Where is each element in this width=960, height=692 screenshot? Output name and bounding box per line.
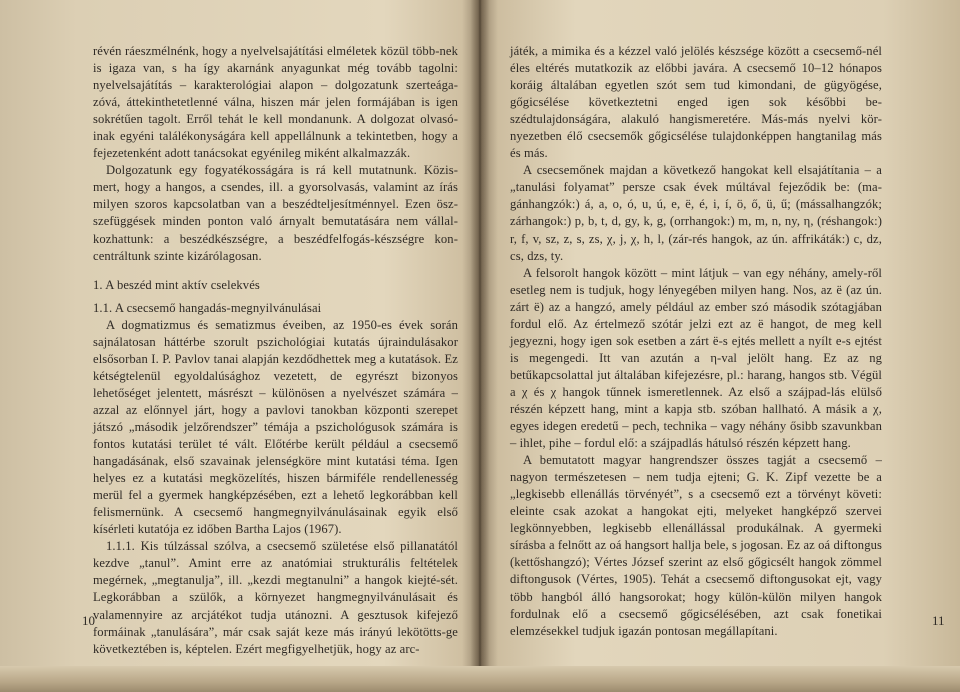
- paragraph: játék, a mimika és a kézzel való jelölés készsége között a csecsemő-nél éles eltérés mutatkozik az előbbi javára. A csecsemő 10–12 hónapos koráig általában egyetlen szót sem tud kimondani, de gügyögése, gőgicsélése következtetni enged igen sok későbbi be-szédtulajdonságára, alakuló hangismeretére. Más-más nyelvi kör-nyezetben élő csecsemők gőgicsélése tulajdonképpen hangtanilag más és más.: [510, 44, 882, 161]
- left-page-text: [93, 43, 458, 658]
- paragraph: A bemutatott magyar hangrendszer összes tagját a csecsemő – nagyon természetesen – nem tudja ejteni; G. K. Zipf vezette be a „legkisebb ellenállás törvényét”, s a csecsemő ezt a törvényt követi: eleinte csak azokat a hangokat ejti, melyeket hangképző szervei legkönnyebben, legkisebb ellenállással produkálnak. A gyermeki sírásba a felnőtt az oá hangsort hallja bele, s jogosan. Ez az oá diftongus (kettőshangzó); Vértes József szerint az első gőgicsélt hangok zömmel diftongusok (Vértes, 1905). Tehát a csecsemő diftongusokat ejt, vagy több hangból álló hangsorokat; hogy külön-külön milyen hangok fordulnak elő a csecsemő gőgicsélésében, azt csak fonetikai elemzésekkel tudjuk igazán pontosan megállapítani.: [510, 453, 882, 638]
- page-bottom-edge: [0, 666, 960, 692]
- subsection-heading: 1.1. A csecsemő hangadás-megnyilvánulásai: [93, 300, 322, 315]
- paragraph: A dogmatizmus és sematizmus éveiben, az 1950-es évek során sajnálatosan háttérbe szorult pszichológiai kutatás újraindulásakor elsősorban I. P. Pavlov tanai alapján kezdődhettek meg a kutatások. Ez kétségtelenül egyoldalúsághoz vezetett, de egyrészt bizonyos lehetőséget jelentett, másrészt – különösen a nyelvészet számára – azzal az előnnyel járt, hogy a pavlovi tanokban központi szerepet játszó „második jelzőrendszer” témája a pszichológusok számára is fontos kutatási terület té vált. Előtérbe került például a csecsemő hangadásának, első szavainak jelenségköre mint kutatási téma. Igen helyes ez a kutatási megközelítés, hiszen bármiféle rendellenesség merül fel a gyermek hangképzésében, ezt a lehető legkorábban kell felismernünk. A csecsemő hangmegnyilvánulásainak egyik első kísérleti kutatója ez időben Bartha Lajos (1967).: [93, 317, 458, 537]
- page-number: 10: [82, 613, 95, 628]
- paragraph: révén ráeszmélnénk, hogy a nyelvelsajátítási elméletek közül több-nek is igaza van, s ha így akarnánk anyagunkat még tovább tagolni: nyelvelsajátítás – karakterológiai alapon – dolgozatunk szerteága-zóvá, áttekinthetetlenné válna, hiszen már jelen formájában is igen sokrétűen tagolt. Erről tehát le kell mondanunk. A dolgozat olvasó-inak egyéni találékonyságára kell appellálnunk a tekintetben, hogy a fejezetenként adott tanácsokat egyénileg miként alkalmazzák.: [93, 44, 458, 161]
- paragraph: 1.1.1. Kis túlzással szólva, a csecsemő születése első pillanatától kezdve „tanul”. Amint erre az anatómiai strukturális feltételek megérnek, „megtanulja”, ill. „kezdi megtanulni” a hangok kiejté-sét. Legkorábban a szülők, a környezet hangmegnyilvánulásait és valamennyire az arcjátékot tudja utánozni. A gesztusok kifejező formáinak „tanulására”, már csak saját keze más irányú lekötötts-ge következtében is, képtelen. Ezért megfigyelhetjük, hogy az arc-: [93, 539, 458, 656]
- paragraph: Dolgozatunk egy fogyatékosságára is rá kell mutatnunk. Közis-mert, hogy a hangos, a csendes, ill. a gyorsolvasás, valamint az írás milyen szoros kapcsolatban van a beszédteljesítménnyel. Ezen ösz-szefüggések minden ponton való árnyalt bemutatására nem vállal-kozhattunk: a beszédkészségre, a beszédfelfogás-készségre kon-centráltunk szinte kizárólagosan.: [93, 163, 458, 263]
- section-heading: 1. A beszéd mint aktív cselekvés: [93, 277, 260, 292]
- paragraph: A felsorolt hangok között – mint látjuk – van egy néhány, amely-ről esetleg nem is tudjuk, hogy lényegében milyen hang. Nos, az ë (az ún. zárt ë) az a hangzó, amely például az ember szó második szótagjában fordul elő. Az értelmező szótár jelzi ezt az ë hangot, de meg kell jegyezni, hogy igen sok esetben a zárt ë-s ejtés mellett a nyílt e-s ejtést is megengedi. Itt van azután a η-val jelölt hang. Ez az ng betűkapcsolattal jut általában kifejezésre, pl.: harang, hangos stb. Végül a χ és χ hangok tűnnek ismeretlennek. Az első a szájpad-lás elülső részén képzett hang, mint a kapja stb. szóban hallható. A másik a χ, egyes idegen eredetű – pech, technika – vagy néhány ősibb szavunkban – ihlet, pihe – fordul elő: a szájpadlás hátulsó részén képzett hang.: [510, 265, 882, 451]
- page-number: 11: [932, 613, 945, 628]
- right-page-text: [510, 43, 882, 640]
- paragraph: A csecsemőnek majdan a következő hangokat kell elsajátítania – a „tanulási folyamat” persze csak évek múltával fejeződik be: (ma-gánhangzók:) á, a, o, ó, u, ú, e, ë, é, i, í, ö, ő, ü, ű; (mássalhangzók; zárhangok:) p, b, t, d, gy, k, g, (orrhangok:) m, m, n, ny, η, (réshangok:) r, f, v, sz, z, s, zs, χ, j, χ, h, l, (zár-rés hangok, az ún. affrikáták:) c, dz, cs, dzs, ty.: [510, 163, 882, 263]
- right-page: [480, 0, 960, 692]
